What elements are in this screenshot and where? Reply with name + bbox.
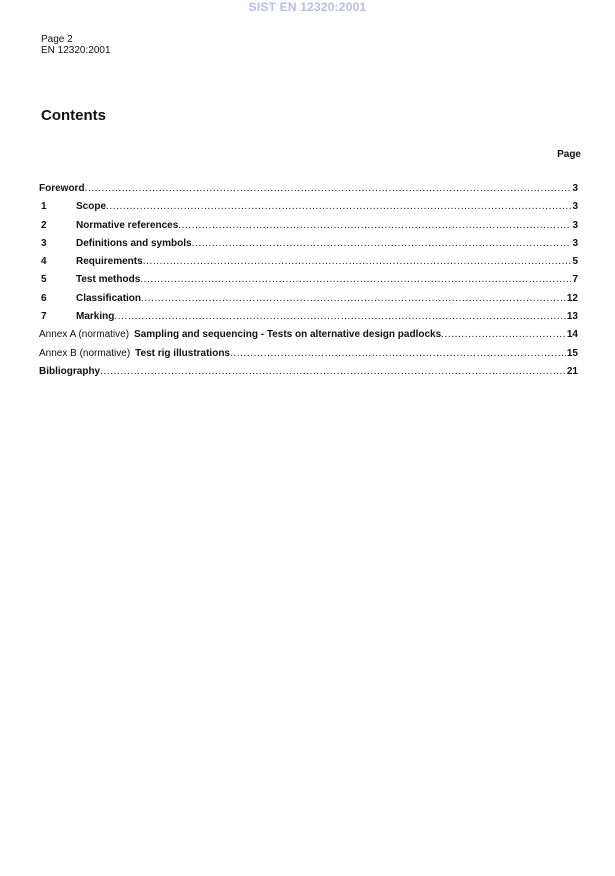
watermark: SIST EN 12320:2001 <box>248 0 367 14</box>
toc-entry[interactable] <box>39 201 578 219</box>
toc-entry[interactable] <box>39 293 578 311</box>
toc-title: Test rig illustrations <box>135 347 230 359</box>
page-number: Page 2 <box>41 34 73 45</box>
toc-title: Sampling and sequencing - Tests on alternative design padlocks <box>134 329 442 341</box>
toc-title: Definitions and symbols <box>76 237 192 249</box>
toc-page-number: 5 <box>572 256 578 268</box>
toc-entry[interactable] <box>39 256 578 274</box>
toc-title: Bibliography <box>39 365 101 377</box>
toc-page-number: 21 <box>566 365 578 377</box>
toc-title: Normative references <box>76 219 179 231</box>
toc-page-number: 7 <box>572 274 578 286</box>
toc-entry[interactable] <box>39 220 578 238</box>
dot-leader <box>85 183 572 194</box>
page-column-label: Page <box>557 149 581 160</box>
toc-page-number: 3 <box>572 237 578 249</box>
toc-page-number: 14 <box>566 329 578 341</box>
dot-leader <box>100 366 566 377</box>
toc-entry[interactable] <box>39 311 578 329</box>
toc-title: Classification <box>76 292 142 304</box>
page-title: Contents <box>41 107 106 124</box>
toc-number: 2 <box>41 219 47 231</box>
dot-leader <box>178 220 571 231</box>
dot-leader <box>140 274 571 285</box>
toc-title: Requirements <box>76 256 143 268</box>
toc-page-number: 3 <box>572 201 578 213</box>
toc-number: 5 <box>41 274 47 286</box>
dot-leader <box>192 238 572 249</box>
dot-leader <box>141 293 566 304</box>
dot-leader <box>230 348 566 359</box>
toc-title: Marking <box>76 311 115 323</box>
toc-title: Foreword <box>39 183 85 194</box>
toc-number: 3 <box>41 237 47 249</box>
dot-leader <box>441 329 566 340</box>
table-of-contents <box>39 183 578 384</box>
toc-number: 7 <box>41 311 47 323</box>
toc-entry[interactable] <box>39 329 578 347</box>
toc-entry[interactable] <box>39 238 578 256</box>
dot-leader <box>106 201 571 212</box>
standard-id: EN 12320:2001 <box>41 45 111 56</box>
toc-title: Scope <box>76 201 107 213</box>
toc-page-number: 12 <box>566 292 578 304</box>
toc-page-number: 13 <box>566 311 578 323</box>
toc-number: 6 <box>41 292 47 304</box>
toc-number: 4 <box>41 256 47 268</box>
toc-entry[interactable] <box>39 366 578 384</box>
toc-entry[interactable] <box>39 348 578 366</box>
dot-leader <box>114 311 566 322</box>
toc-entry[interactable] <box>39 183 578 201</box>
toc-page-number: 3 <box>572 183 578 194</box>
toc-page-number: 3 <box>572 219 578 231</box>
page-header <box>41 34 111 56</box>
toc-annex-label: Annex A (normative) <box>39 329 130 341</box>
dot-leader <box>143 256 572 267</box>
toc-entry[interactable] <box>39 274 578 292</box>
toc-number: 1 <box>41 201 47 213</box>
toc-title: Test methods <box>76 274 141 286</box>
toc-annex-label: Annex B (normative) <box>39 347 131 359</box>
toc-page-number: 15 <box>566 347 578 359</box>
